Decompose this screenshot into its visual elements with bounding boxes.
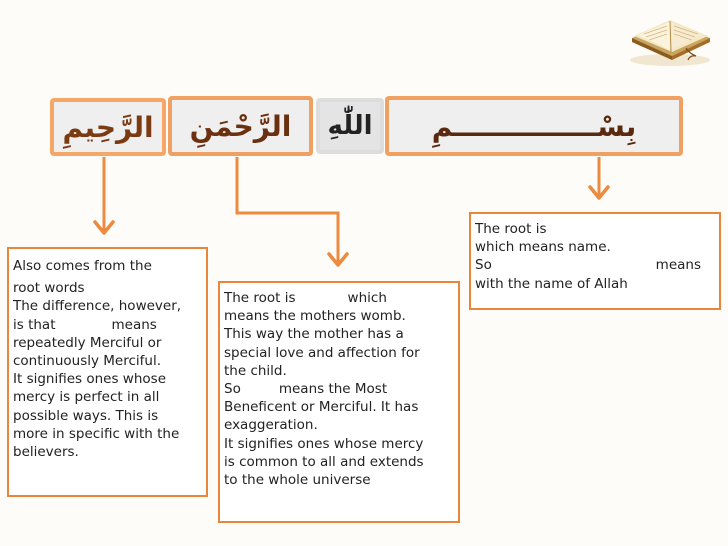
mid-line-2: means the mothers womb.	[224, 308, 406, 325]
right-line-3b: means	[655, 257, 701, 274]
mid-line-3: This way the mother has a	[224, 326, 404, 343]
explanation-box-ar-rahman	[218, 281, 460, 523]
mid-line-5: the child.	[224, 362, 287, 379]
right-line-4: with the name of Allah	[475, 275, 628, 292]
mid-line-6	[224, 380, 454, 398]
mid-line-1a: The root is	[224, 290, 296, 306]
mid-line-10: is common to all and extends	[224, 453, 424, 470]
arabic-segment-ar-rahim: الرَّحِيمِ	[50, 98, 166, 156]
left-line-4	[13, 316, 202, 334]
left-line-5: repeatedly Merciful or	[13, 334, 162, 351]
right-line-1: The root is	[475, 221, 547, 237]
left-line-6: continuously Merciful.	[13, 353, 162, 370]
left-line-11: believers.	[13, 444, 79, 461]
right-line-3a: So	[475, 257, 492, 274]
left-line-4a: is that	[13, 316, 56, 333]
arabic-segment-ar-rahman: الرَّحْمَنِ	[168, 96, 313, 156]
mid-line-7: Beneficent or Merciful. It has	[224, 399, 419, 416]
left-line-1: Also comes from the	[13, 258, 152, 274]
right-line-2: which means name.	[475, 239, 611, 256]
arabic-segment-allah: اللّٰهِ	[316, 98, 384, 154]
mid-line-11: to the whole universe	[224, 472, 371, 489]
mid-line-6a: So	[224, 381, 241, 398]
right-line-3	[475, 256, 715, 274]
left-line-9: possible ways. This is	[13, 407, 159, 424]
explanation-box-bismi	[469, 212, 721, 310]
left-line-3: The difference, however,	[13, 298, 182, 315]
mid-line-4: special love and affection for	[224, 344, 420, 361]
mid-line-8: exaggeration.	[224, 417, 318, 434]
left-line-7: It signifies ones whose	[13, 371, 167, 388]
left-line-10: more in specific with the	[13, 425, 180, 442]
mid-line-1	[224, 289, 454, 307]
explanation-box-ar-rahim	[7, 247, 208, 497]
left-line-4b: means	[111, 316, 157, 333]
mid-line-1b: which	[347, 290, 387, 306]
mid-line-6b: means the Most	[278, 381, 388, 398]
left-line-8: mercy is perfect in all	[13, 389, 160, 406]
arrow-rahman-line	[237, 157, 338, 262]
mid-line-9: It signifies ones whose mercy	[224, 435, 424, 452]
left-line-2: root words	[13, 280, 85, 297]
arabic-segment-bismi: بِسْـــــــــــــــمِ	[385, 96, 683, 156]
